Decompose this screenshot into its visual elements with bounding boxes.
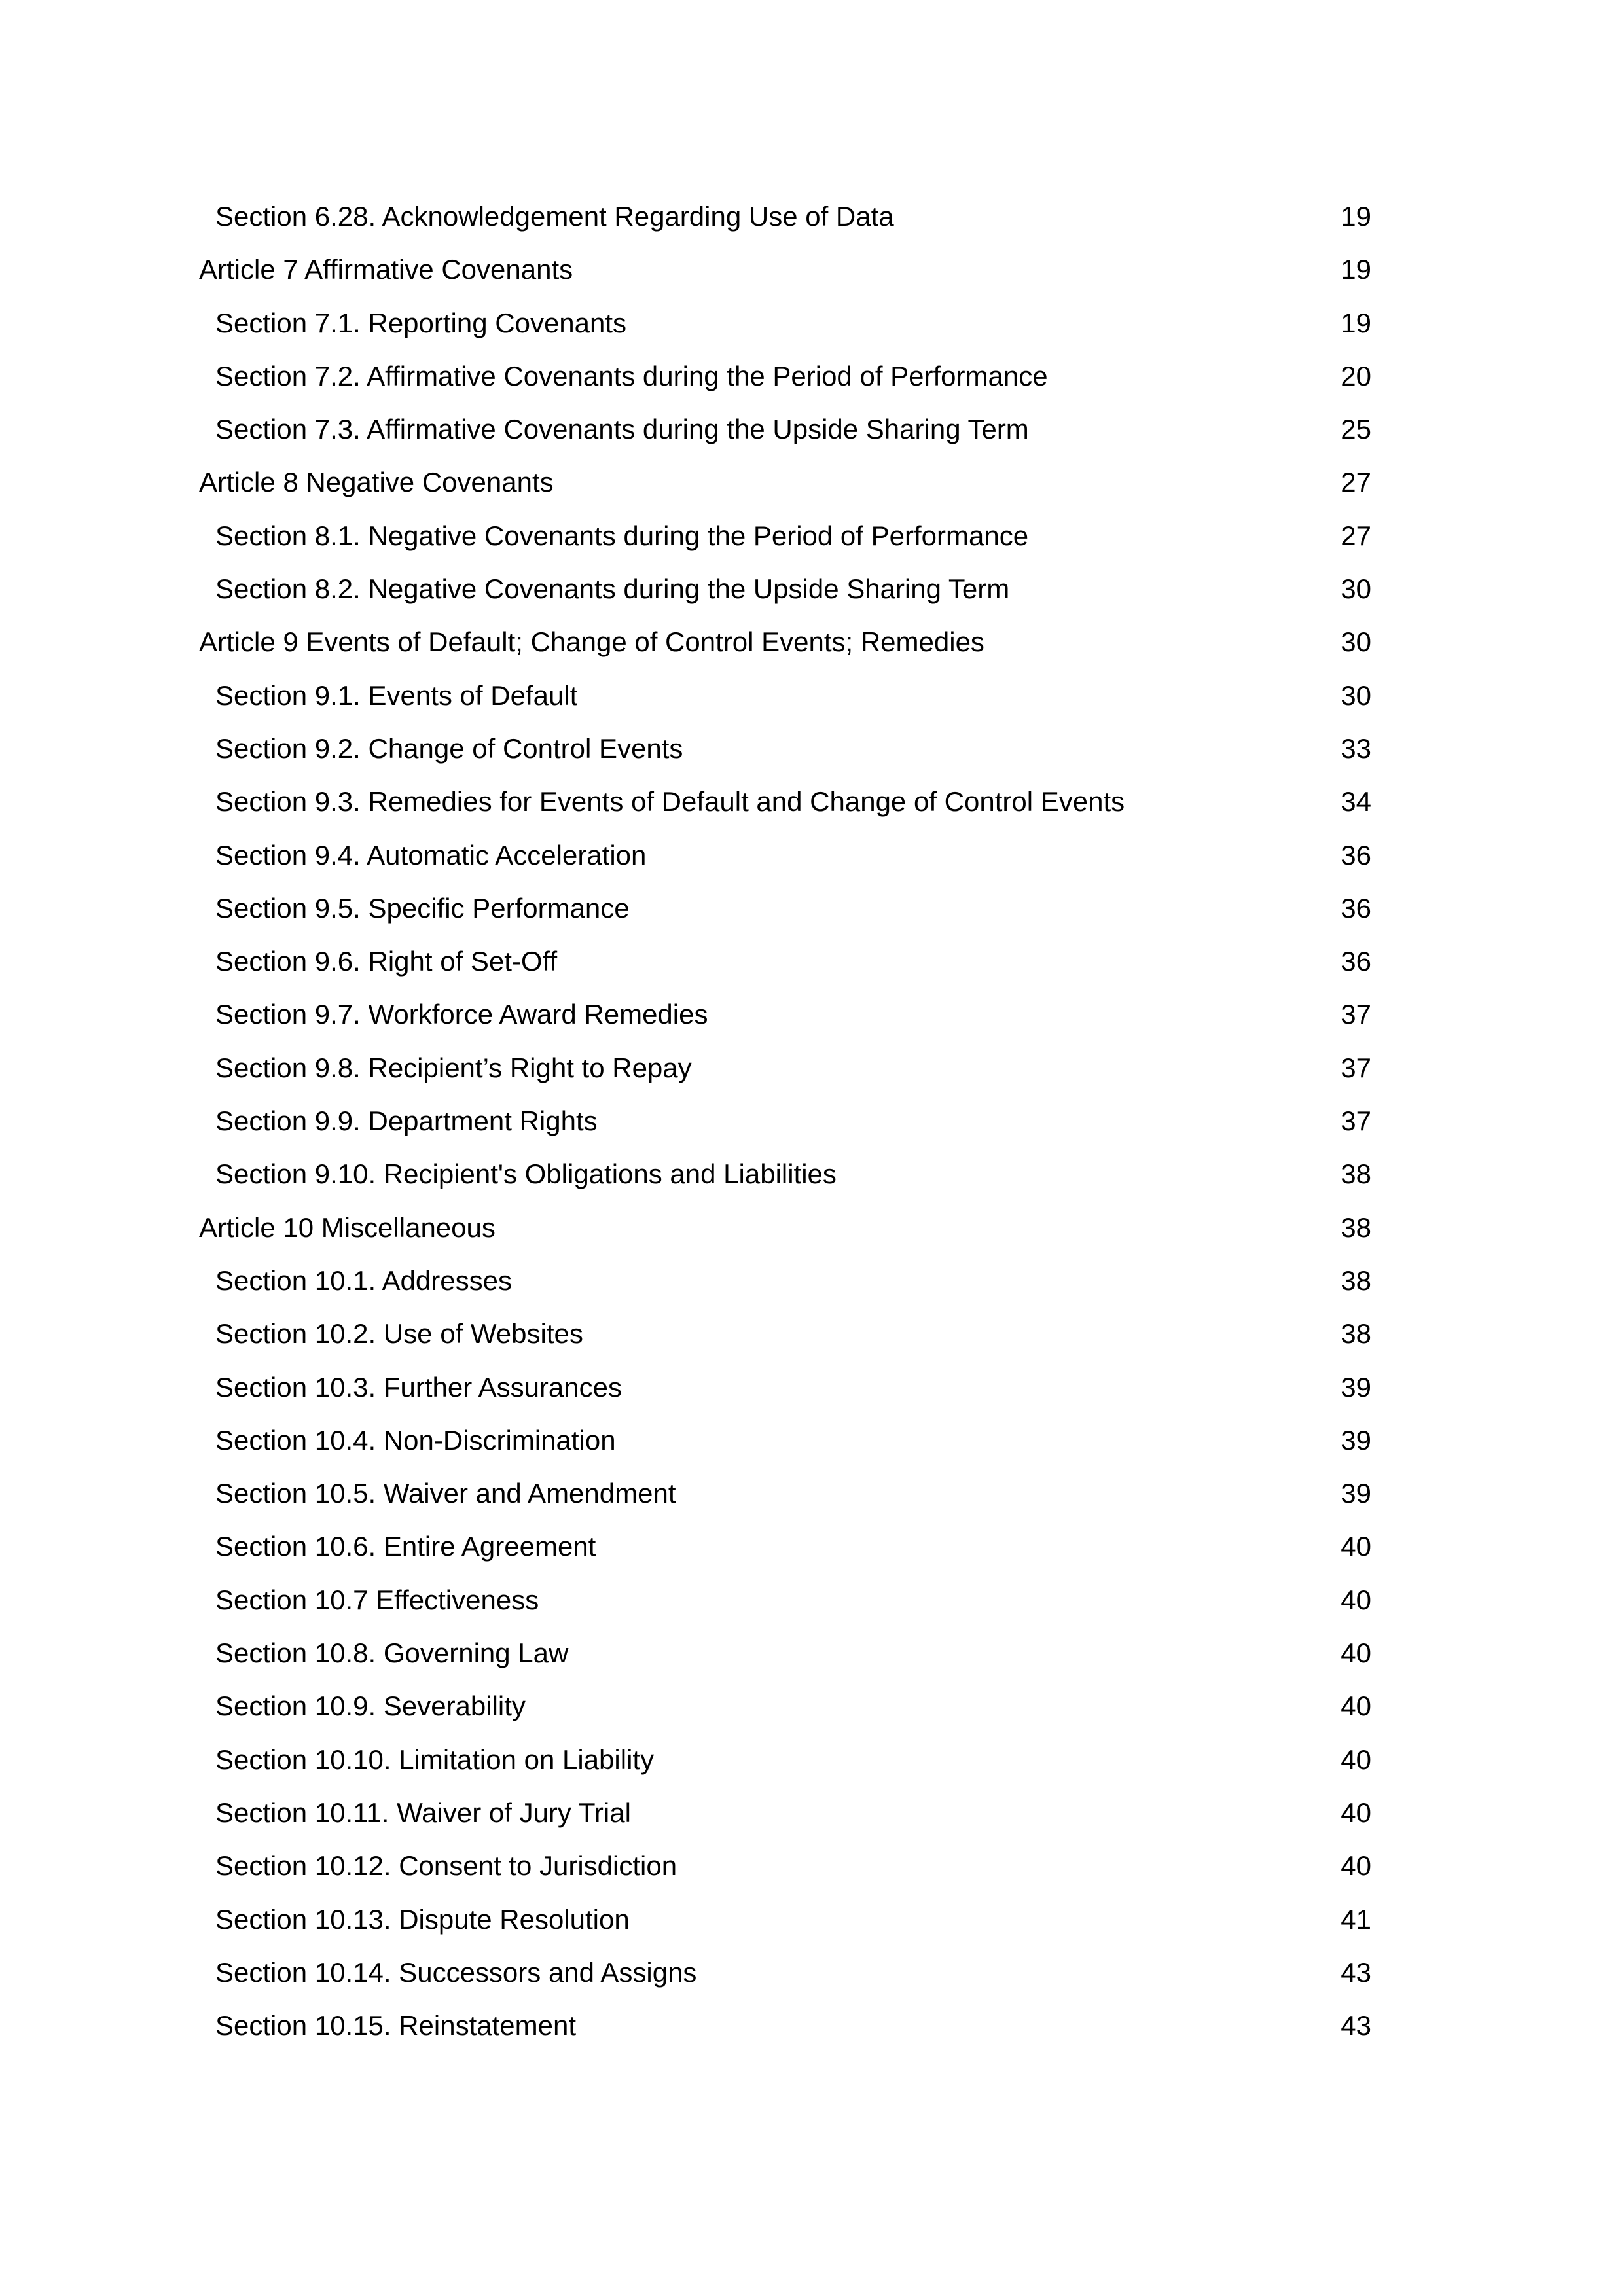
toc-page-number: 37 xyxy=(1341,1105,1371,1137)
toc-page-number: 38 xyxy=(1341,1211,1371,1243)
toc-section-entry[interactable] xyxy=(0,1361,1624,1414)
toc-entry-label: Section 9.4. Automatic Acceleration xyxy=(215,839,647,870)
toc-section-entry[interactable] xyxy=(0,190,1624,243)
toc-article-entry[interactable] xyxy=(0,243,1624,296)
toc-entry-label: Section 9.3. Remedies for Events of Default and Change of Control Events xyxy=(215,786,1125,817)
toc-page-number: 36 xyxy=(1341,839,1371,870)
toc-section-entry[interactable] xyxy=(0,1733,1624,1786)
toc-page-number: 33 xyxy=(1341,732,1371,764)
toc-section-entry[interactable] xyxy=(0,882,1624,935)
toc-section-entry[interactable] xyxy=(0,1414,1624,1467)
toc-page-number: 19 xyxy=(1341,307,1371,338)
toc-entry-label: Section 9.8. Recipient’s Right to Repay xyxy=(215,1052,692,1083)
toc-page-number: 40 xyxy=(1341,1850,1371,1882)
toc-section-entry[interactable] xyxy=(0,1573,1624,1626)
toc-entry-label: Section 9.5. Specific Performance xyxy=(215,892,630,924)
toc-entry-label: Section 10.8. Governing Law xyxy=(215,1638,569,1669)
toc-section-entry[interactable] xyxy=(0,829,1624,882)
toc-entry-label: Section 10.5. Waiver and Amendment xyxy=(215,1478,676,1509)
toc-entry-label: Section 9.7. Workforce Award Remedies xyxy=(215,999,708,1030)
table-of-contents xyxy=(0,190,1624,2052)
toc-entry-label: Section 10.15. Reinstatement xyxy=(215,2010,577,2041)
toc-section-entry[interactable] xyxy=(0,1893,1624,1946)
toc-entry-label: Section 6.28. Acknowledgement Regarding Use of Data xyxy=(215,201,894,232)
toc-section-entry[interactable] xyxy=(0,988,1624,1041)
toc-entry-label: Article 9 Events of Default; Change of Control Events; Remedies xyxy=(199,626,984,658)
toc-entry-label: Section 9.1. Events of Default xyxy=(215,679,578,711)
toc-page-number: 39 xyxy=(1341,1371,1371,1403)
toc-section-entry[interactable] xyxy=(0,935,1624,988)
toc-section-entry[interactable] xyxy=(0,722,1624,775)
toc-entry-label: Section 9.10. Recipient's Obligations and Liabilities xyxy=(215,1158,837,1190)
toc-page-number: 40 xyxy=(1341,1638,1371,1669)
toc-section-entry[interactable] xyxy=(0,1467,1624,1520)
toc-entry-label: Article 7 Affirmative Covenants xyxy=(199,254,573,285)
toc-page-number: 20 xyxy=(1341,360,1371,391)
toc-section-entry[interactable] xyxy=(0,669,1624,722)
toc-entry-label: Section 10.13. Dispute Resolution xyxy=(215,1903,630,1935)
toc-section-entry[interactable] xyxy=(0,1946,1624,1999)
toc-article-entry[interactable] xyxy=(0,456,1624,509)
toc-entry-label: Section 10.3. Further Assurances xyxy=(215,1371,622,1403)
toc-entry-label: Article 10 Miscellaneous xyxy=(199,1211,496,1243)
toc-entry-label: Article 8 Negative Covenants xyxy=(199,467,554,498)
toc-entry-label: Section 10.1. Addresses xyxy=(215,1265,512,1296)
toc-page-number: 41 xyxy=(1341,1903,1371,1935)
toc-page-number: 40 xyxy=(1341,1744,1371,1775)
toc-entry-label: Section 8.1. Negative Covenants during the Period of Performance xyxy=(215,520,1029,551)
toc-entry-label: Section 7.1. Reporting Covenants xyxy=(215,307,627,338)
toc-entry-label: Section 7.2. Affirmative Covenants during the Period of Performance xyxy=(215,360,1048,391)
toc-section-entry[interactable] xyxy=(0,1626,1624,1679)
toc-section-entry[interactable] xyxy=(0,1307,1624,1360)
toc-entry-label: Section 10.9. Severability xyxy=(215,1691,526,1722)
toc-section-entry[interactable] xyxy=(0,350,1624,403)
toc-section-entry[interactable] xyxy=(0,1094,1624,1147)
toc-page-number: 34 xyxy=(1341,786,1371,817)
toc-section-entry[interactable] xyxy=(0,1147,1624,1200)
toc-section-entry[interactable] xyxy=(0,1520,1624,1573)
toc-section-entry[interactable] xyxy=(0,509,1624,562)
toc-page-number: 39 xyxy=(1341,1478,1371,1509)
toc-section-entry[interactable] xyxy=(0,1786,1624,1839)
toc-page-number: 40 xyxy=(1341,1531,1371,1562)
toc-entry-label: Section 10.6. Entire Agreement xyxy=(215,1531,596,1562)
toc-page-number: 37 xyxy=(1341,1052,1371,1083)
toc-page-number: 19 xyxy=(1341,201,1371,232)
toc-section-entry[interactable] xyxy=(0,296,1624,350)
toc-article-entry[interactable] xyxy=(0,1201,1624,1254)
toc-page-number: 27 xyxy=(1341,467,1371,498)
toc-section-entry[interactable] xyxy=(0,1041,1624,1094)
toc-entry-label: Section 10.11. Waiver of Jury Trial xyxy=(215,1797,631,1828)
toc-entry-label: Section 8.2. Negative Covenants during the Upside Sharing Term xyxy=(215,573,1010,605)
toc-page-number: 30 xyxy=(1341,626,1371,658)
toc-article-entry[interactable] xyxy=(0,615,1624,668)
toc-page-number: 19 xyxy=(1341,254,1371,285)
toc-section-entry[interactable] xyxy=(0,1999,1624,2052)
toc-entry-label: Section 9.6. Right of Set-Off xyxy=(215,946,558,977)
toc-entry-label: Section 7.3. Affirmative Covenants during the Upside Sharing Term xyxy=(215,414,1029,445)
toc-page-number: 38 xyxy=(1341,1265,1371,1296)
toc-page-number: 37 xyxy=(1341,999,1371,1030)
toc-page-number: 38 xyxy=(1341,1318,1371,1350)
toc-page-number: 30 xyxy=(1341,679,1371,711)
toc-entry-label: Section 10.10. Limitation on Liability xyxy=(215,1744,655,1775)
toc-page-number: 40 xyxy=(1341,1797,1371,1828)
toc-section-entry[interactable] xyxy=(0,403,1624,456)
toc-entry-label: Section 10.2. Use of Websites xyxy=(215,1318,583,1350)
toc-page-number: 43 xyxy=(1341,2010,1371,2041)
toc-entry-label: Section 10.12. Consent to Jurisdiction xyxy=(215,1850,677,1882)
toc-page-number: 40 xyxy=(1341,1691,1371,1722)
toc-entry-label: Section 10.14. Successors and Assigns xyxy=(215,1956,697,1988)
toc-page-number: 36 xyxy=(1341,892,1371,924)
toc-entry-label: Section 10.7 Effectiveness xyxy=(215,1584,539,1615)
toc-page-number: 38 xyxy=(1341,1158,1371,1190)
toc-page-number: 36 xyxy=(1341,946,1371,977)
toc-page-number: 40 xyxy=(1341,1584,1371,1615)
toc-page-number: 25 xyxy=(1341,414,1371,445)
toc-section-entry[interactable] xyxy=(0,1679,1624,1732)
toc-page-number: 30 xyxy=(1341,573,1371,605)
toc-page-number: 43 xyxy=(1341,1956,1371,1988)
toc-section-entry[interactable] xyxy=(0,1839,1624,1892)
toc-page-number: 39 xyxy=(1341,1424,1371,1456)
toc-section-entry[interactable] xyxy=(0,1254,1624,1307)
toc-page-number: 27 xyxy=(1341,520,1371,551)
toc-section-entry[interactable] xyxy=(0,775,1624,828)
toc-entry-label: Section 10.4. Non-Discrimination xyxy=(215,1424,616,1456)
toc-section-entry[interactable] xyxy=(0,562,1624,615)
toc-entry-label: Section 9.2. Change of Control Events xyxy=(215,732,683,764)
toc-entry-label: Section 9.9. Department Rights xyxy=(215,1105,598,1137)
